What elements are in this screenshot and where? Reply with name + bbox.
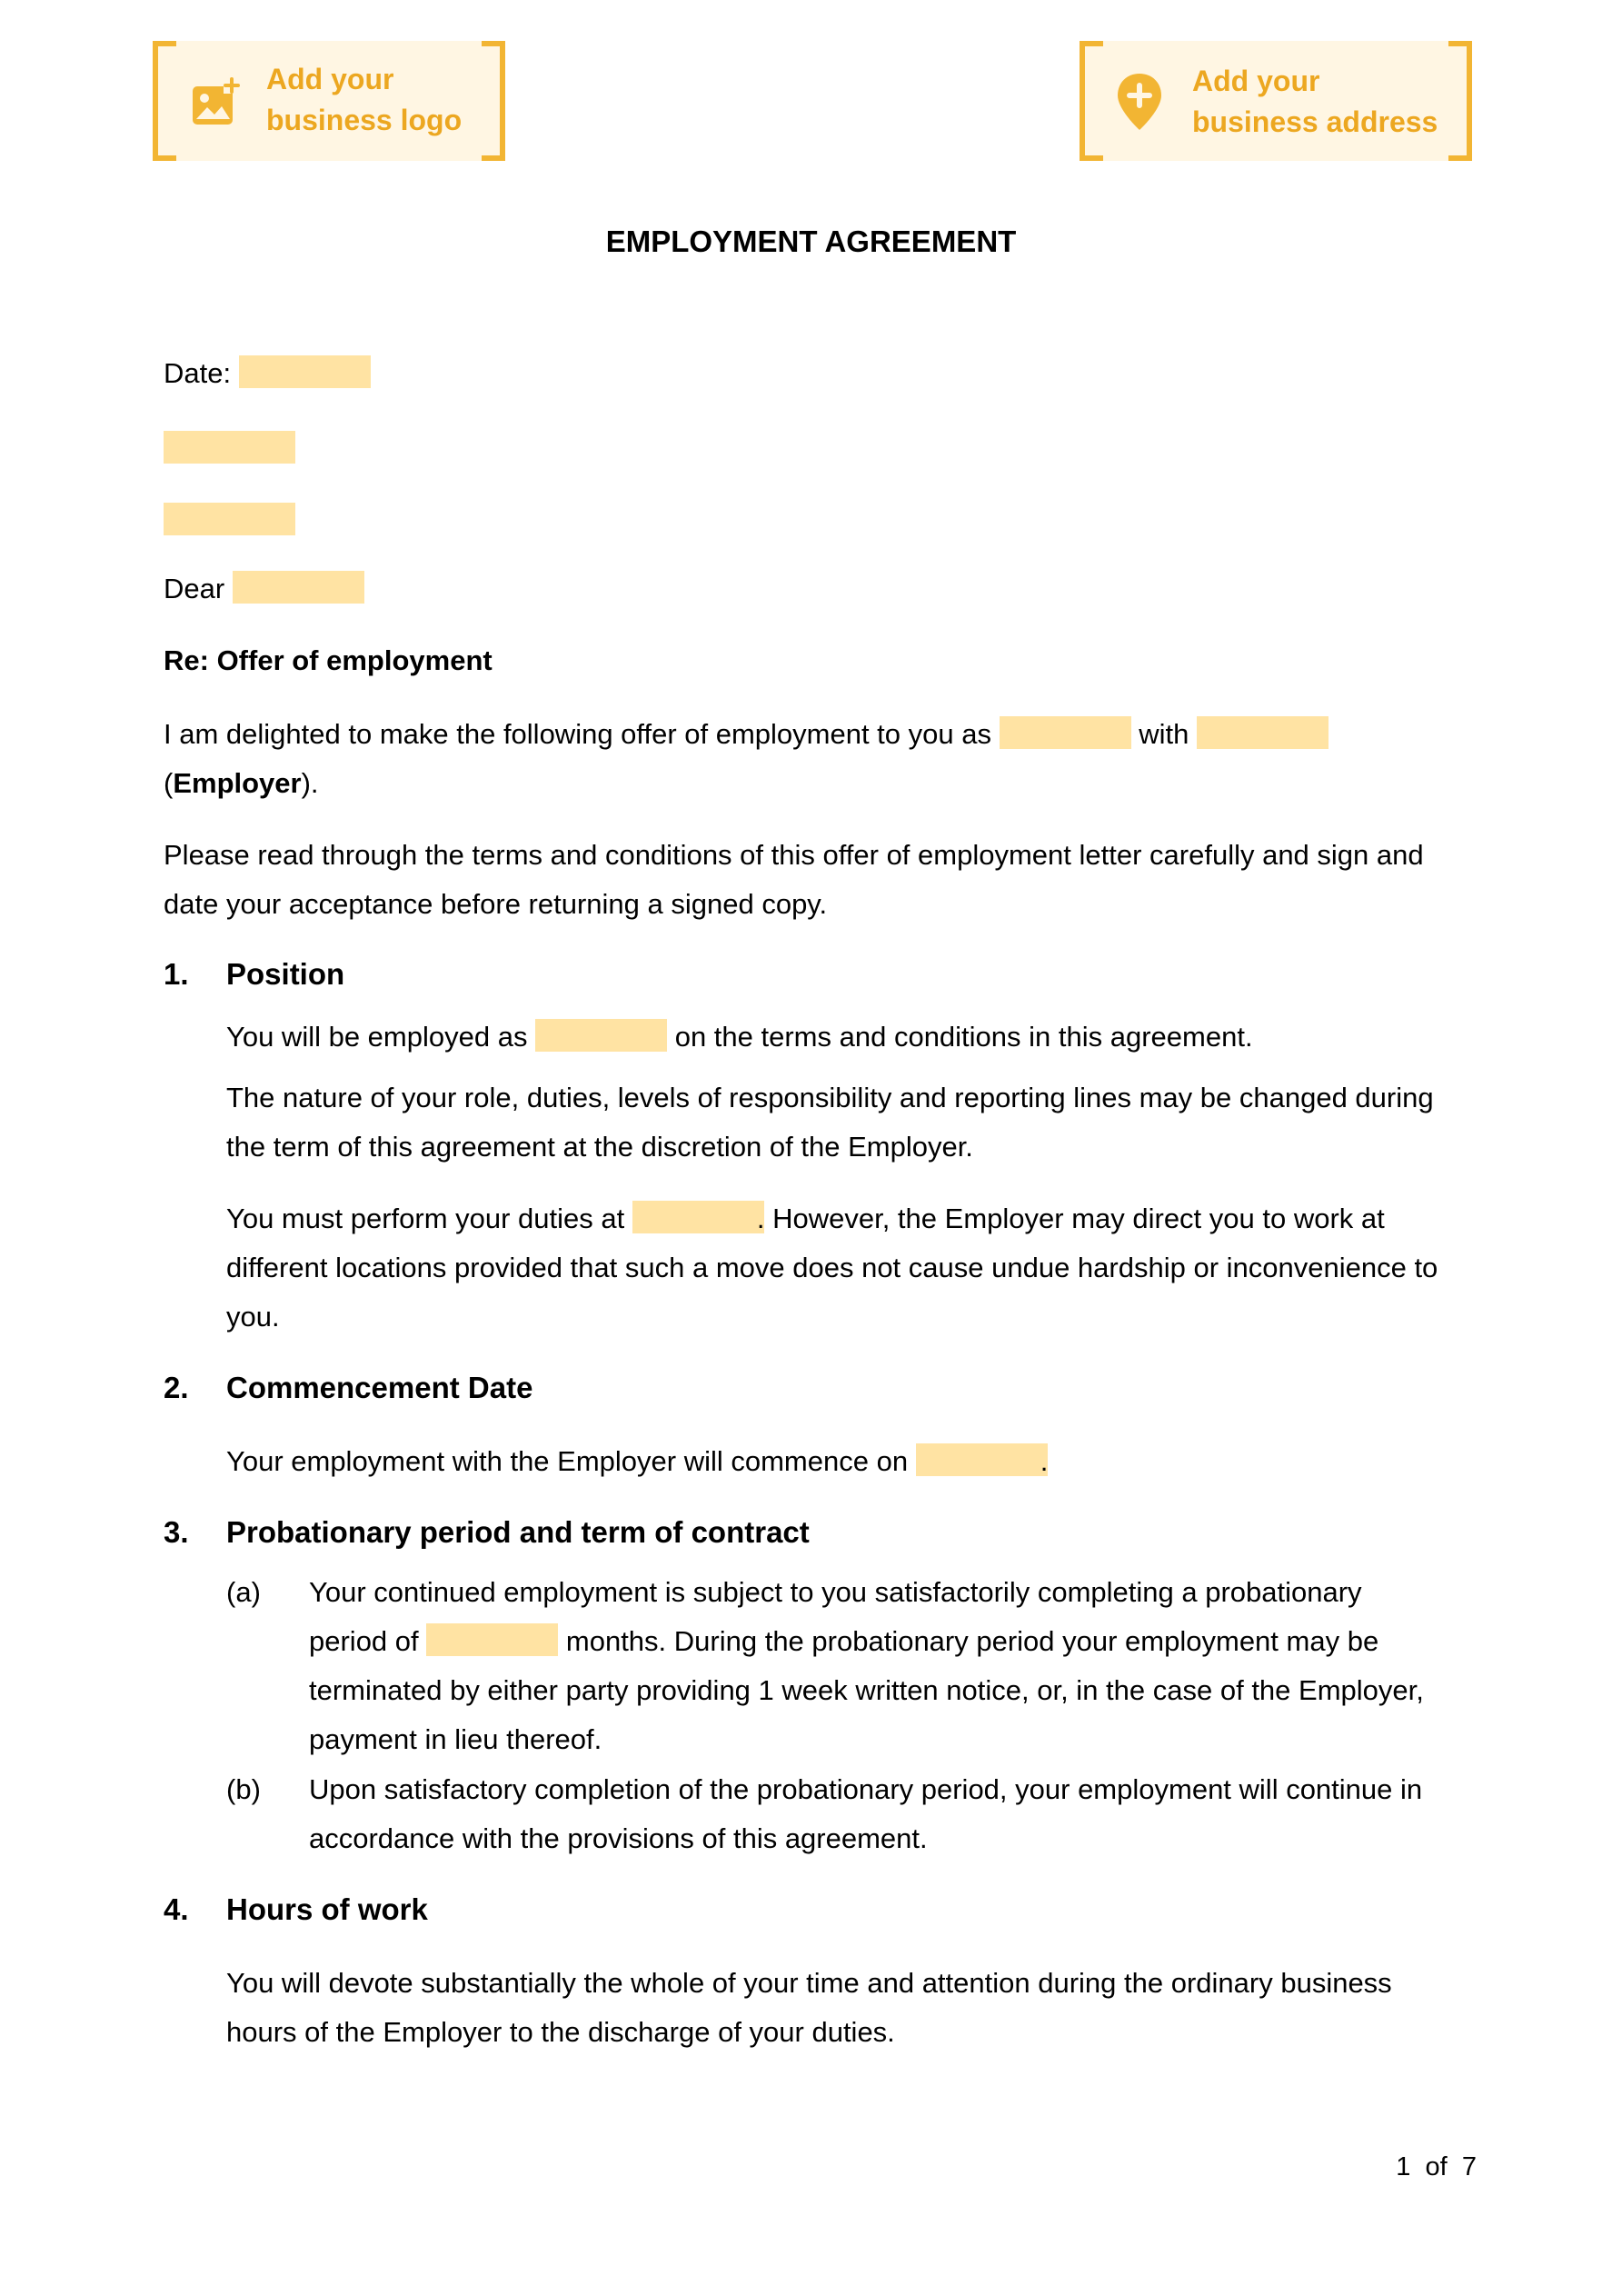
recipient-address-field[interactable] — [164, 503, 295, 535]
date-field[interactable] — [239, 355, 371, 388]
position-field[interactable] — [1000, 716, 1131, 749]
text: You must perform your duties at — [226, 1203, 625, 1234]
nature-line1: The nature of your role, duties, levels of responsibility and reporting lines may be changed during — [226, 1082, 1434, 1113]
section-heading-probation: Probationary period and term of contract — [226, 1515, 810, 1549]
text: Your employment with the Employer will commence on — [226, 1445, 909, 1477]
page-number — [1396, 2149, 1477, 2185]
date-label: Date: — [164, 357, 232, 389]
please-read-line2: date your acceptance before returning a signed copy. — [164, 888, 828, 920]
probation-months-field[interactable] — [426, 1623, 558, 1656]
section-number: 1. — [164, 957, 189, 991]
perform-line1 — [226, 1194, 1385, 1243]
add-logo-text — [266, 59, 462, 141]
probation-a-line4: payment in lieu thereof. — [309, 1723, 602, 1755]
intro-line2 — [164, 759, 319, 808]
probation-a-line2 — [309, 1617, 1378, 1666]
total-pages: 7 — [1461, 2152, 1477, 2181]
salutation-line — [164, 564, 364, 614]
employer-defined-term: Employer — [173, 767, 302, 799]
item-label-b: (b) — [226, 1773, 261, 1805]
bracket-right — [1448, 41, 1472, 161]
commencement-line — [226, 1437, 1048, 1486]
section-heading-position: Position — [226, 957, 345, 991]
employer-field[interactable] — [1197, 716, 1328, 749]
dear-label: Dear — [164, 573, 225, 604]
please-read-line1: Please read through the terms and conditions of this offer of employment letter carefully and sign and — [164, 839, 1424, 871]
item-label-a: (a) — [226, 1576, 261, 1608]
nature-line2: the term of this agreement at the discretion of the Employer. — [226, 1131, 973, 1163]
section-heading-hours: Hours of work — [226, 1892, 428, 1926]
add-logo-line2: business logo — [266, 104, 463, 136]
bracket-left — [1080, 41, 1103, 161]
add-image-icon — [189, 77, 240, 128]
text: You will be employed as — [226, 1021, 528, 1053]
open-paren: ( — [164, 767, 174, 799]
dear-name-field[interactable] — [233, 571, 364, 604]
section-heading-commencement: Commencement Date — [226, 1371, 533, 1404]
text: on the terms and conditions in this agreement. — [674, 1021, 1253, 1053]
perform-line2: different locations provided that such a move does not cause undue hardship or inconvenience to — [226, 1252, 1438, 1283]
commencement-date-field[interactable] — [916, 1443, 1048, 1476]
bracket-left — [153, 41, 176, 161]
bracket-right — [482, 41, 505, 161]
re-line: Re: Offer of employment — [164, 644, 493, 676]
text: . — [1040, 1445, 1049, 1477]
close-paren: ). — [301, 767, 319, 799]
document-title: EMPLOYMENT AGREEMENT — [605, 225, 1017, 258]
text: period of — [309, 1625, 419, 1657]
add-logo-card[interactable] — [153, 41, 505, 161]
employed-as-field[interactable] — [535, 1019, 667, 1052]
add-address-card[interactable] — [1080, 41, 1472, 161]
hours-line1: You will devote substantially the whole of your time and attention during the ordinary business — [226, 1967, 1392, 1999]
section-number: 3. — [164, 1515, 189, 1549]
intro-with: with — [1139, 718, 1189, 750]
add-address-text — [1192, 61, 1438, 143]
add-logo-line1: Add your — [266, 63, 394, 95]
probation-a-line3: terminated by either party providing 1 week written notice, or, in the case of the Employer, — [309, 1674, 1424, 1706]
work-location-field[interactable] — [632, 1201, 764, 1233]
section-number: 2. — [164, 1371, 189, 1404]
intro-line1 — [164, 710, 1328, 759]
text: . However, the Employer may direct you to work at — [756, 1203, 1385, 1234]
probation-a-line1: Your continued employment is subject to you satisfactorily completing a probationary — [309, 1576, 1362, 1608]
position-line — [226, 1013, 1253, 1062]
hours-line2: hours of the Employer to the discharge of your duties. — [226, 2016, 895, 2048]
recipient-name-field[interactable] — [164, 431, 295, 464]
section-number: 4. — [164, 1892, 189, 1926]
add-address-line1: Add your — [1192, 65, 1320, 97]
location-pin-plus-icon — [1116, 72, 1163, 132]
text: months. During the probationary period your employment may be — [565, 1625, 1379, 1657]
add-address-line2: business address — [1192, 105, 1438, 138]
page-of: of — [1425, 2152, 1448, 2181]
intro-text: I am delighted to make the following offer of employment to you as — [164, 718, 991, 750]
probation-b-line2: accordance with the provisions of this agreement. — [309, 1822, 928, 1854]
perform-line3: you. — [226, 1301, 280, 1333]
current-page: 1 — [1396, 2152, 1411, 2181]
probation-b-line1: Upon satisfactory completion of the probationary period, your employment will continue in — [309, 1773, 1423, 1805]
date-line — [164, 349, 371, 398]
